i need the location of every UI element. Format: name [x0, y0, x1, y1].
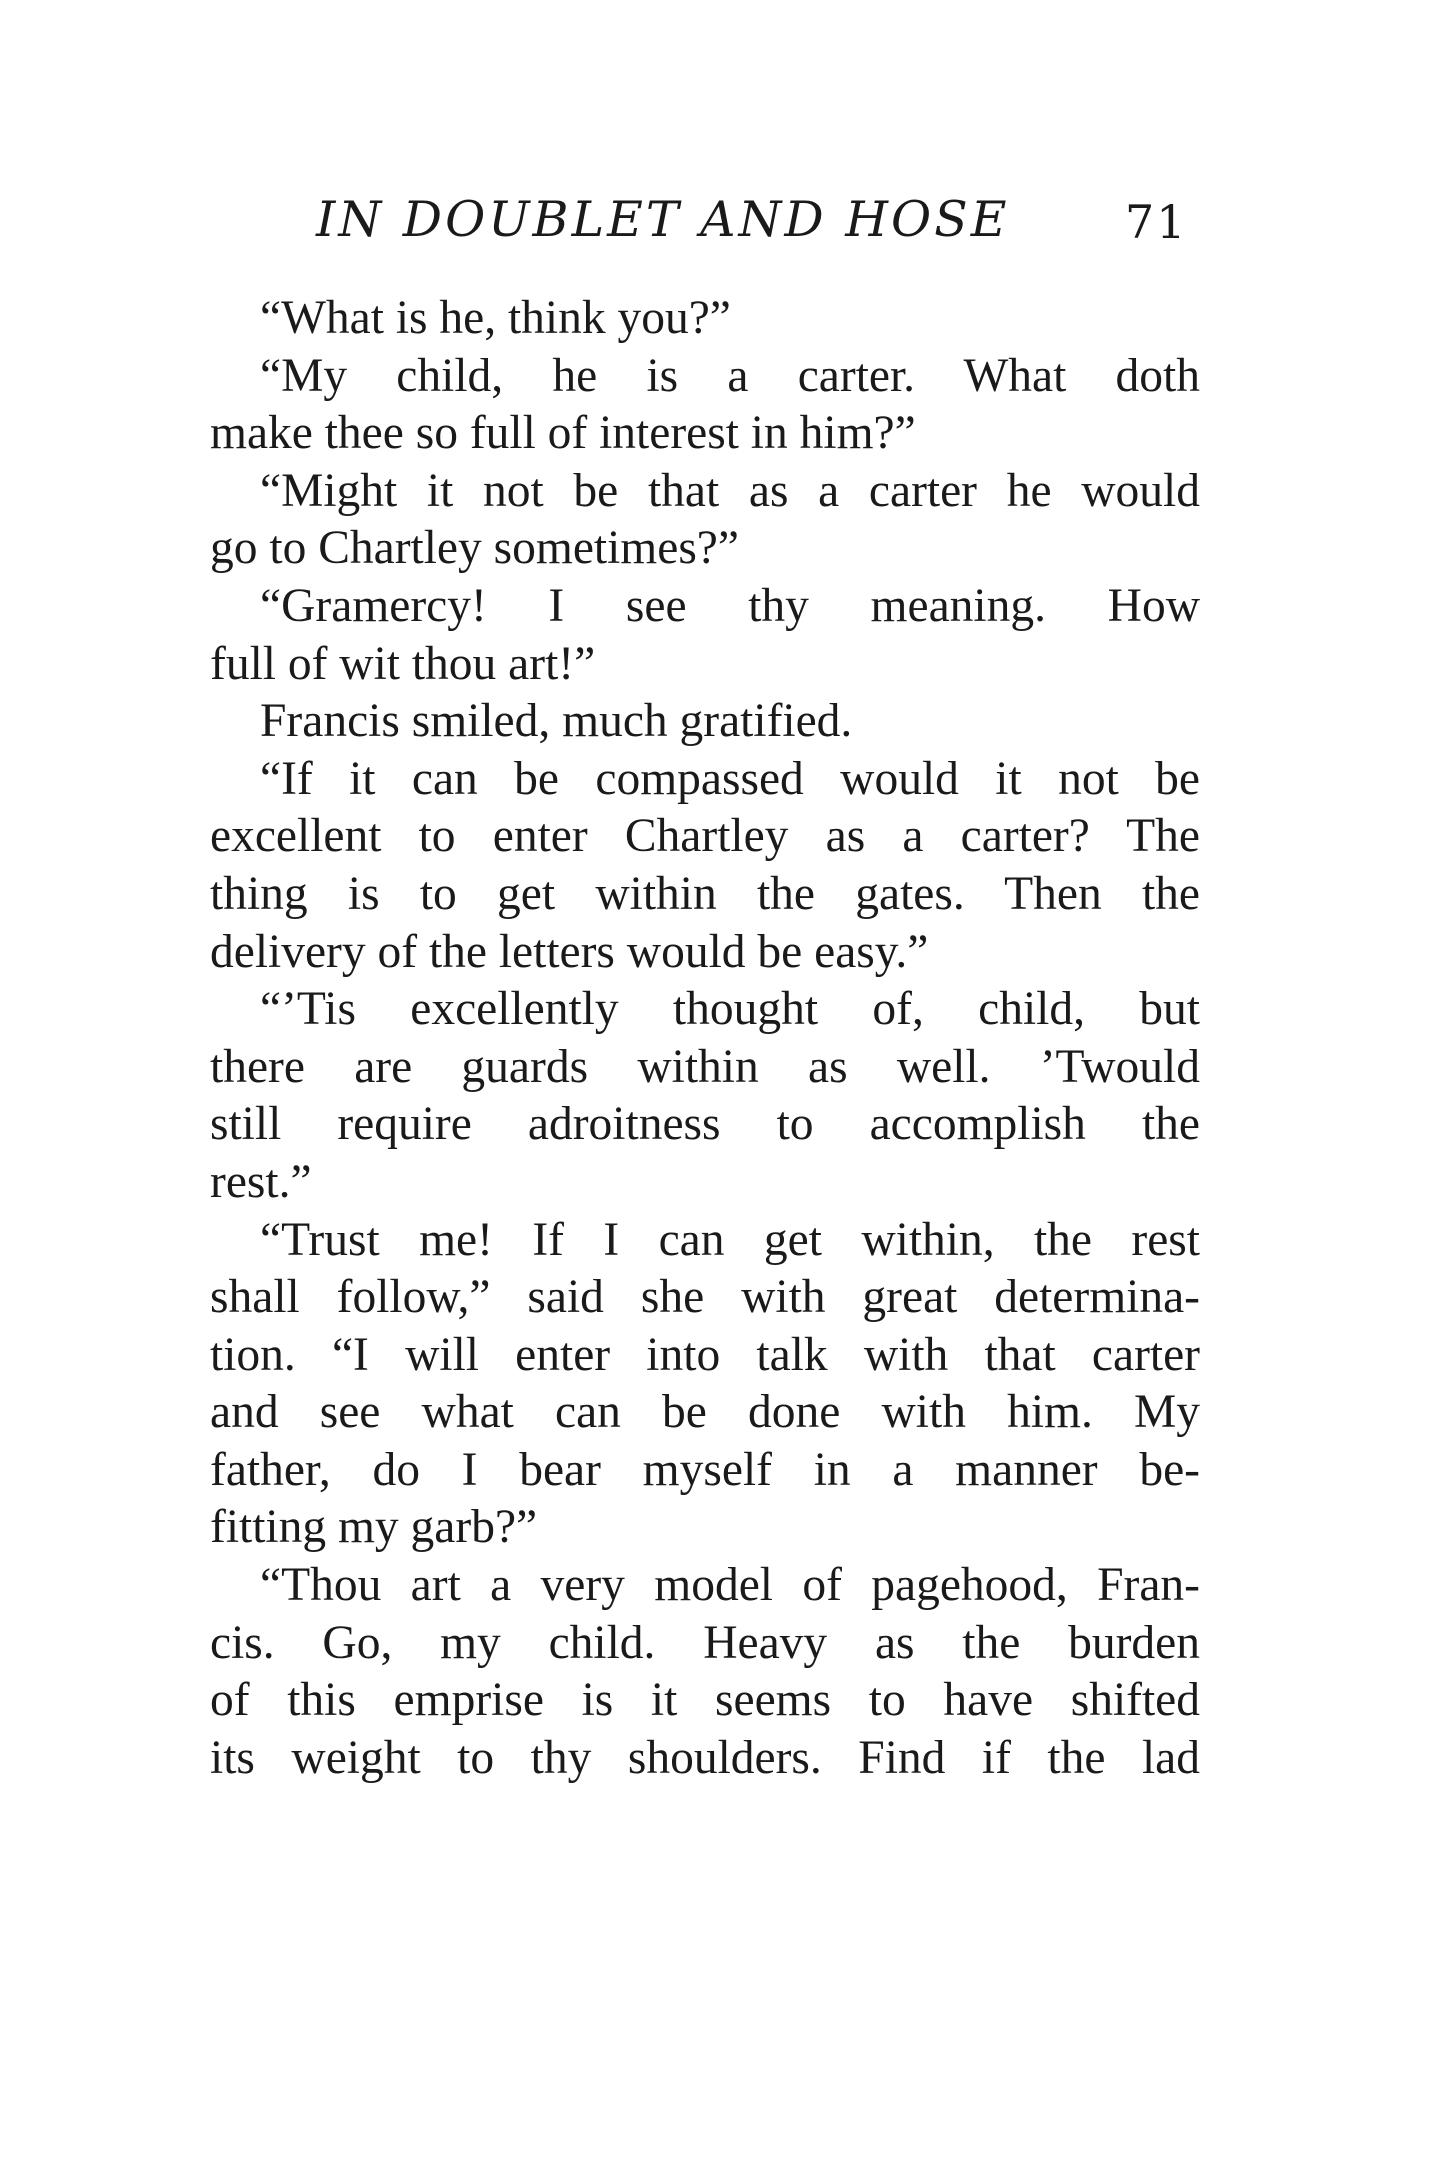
text-line: excellent to enter Chartley as a carter? The — [210, 810, 1200, 863]
text-line: there are guards within as well. ’Twould — [210, 1040, 1200, 1093]
text-line: thing is to get within the gates. Then the — [210, 867, 1200, 920]
text-line: make thee so full of interest in him?” — [210, 407, 916, 460]
text-line: its weight to thy shoulders. Find if the lad — [210, 1731, 1200, 1784]
text-line: shall follow,” said she with great determina- — [210, 1271, 1200, 1324]
text-line: “Might it not be that as a carter he would — [260, 464, 1200, 517]
text-line: “If it can be compassed would it not be — [260, 752, 1200, 805]
text-line: Francis smiled, much gratified. — [260, 695, 853, 748]
text-line: still require adroitness to accomplish the — [210, 1098, 1200, 1151]
text-line: delivery of the letters would be easy.” — [210, 925, 929, 978]
text-line: tion. “I will enter into talk with that carter — [210, 1328, 1200, 1381]
text-line: “My child, he is a carter. What doth — [260, 349, 1200, 402]
page-number: 71 — [1125, 195, 1188, 249]
text-line: cis. Go, my child. Heavy as the burden — [210, 1616, 1200, 1669]
text-line: “’Tis excellently thought of, child, but — [260, 983, 1200, 1036]
body-text — [210, 290, 1200, 1787]
text-line: “What is he, think you?” — [260, 292, 731, 344]
page-header — [316, 188, 1216, 252]
text-line: “Thou art a very model of pagehood, Fran- — [260, 1559, 1200, 1612]
running-title: IN DOUBLET AND HOSE — [316, 191, 1010, 248]
text-line: father, do I bear myself in a manner be- — [210, 1443, 1200, 1496]
text-line: fitting my garb?” — [210, 1501, 538, 1554]
text-line: “Trust me! If I can get within, the rest — [260, 1213, 1200, 1266]
text-line: go to Chartley sometimes?” — [210, 522, 739, 575]
text-line: and see what can be done with him. My — [210, 1386, 1200, 1439]
text-line: full of wit thou art!” — [210, 637, 596, 690]
text-line: of this emprise is it seems to have shifted — [210, 1674, 1200, 1727]
text-line: rest.” — [210, 1155, 312, 1208]
text-line: “Gramercy! I see thy meaning. How — [260, 579, 1200, 632]
